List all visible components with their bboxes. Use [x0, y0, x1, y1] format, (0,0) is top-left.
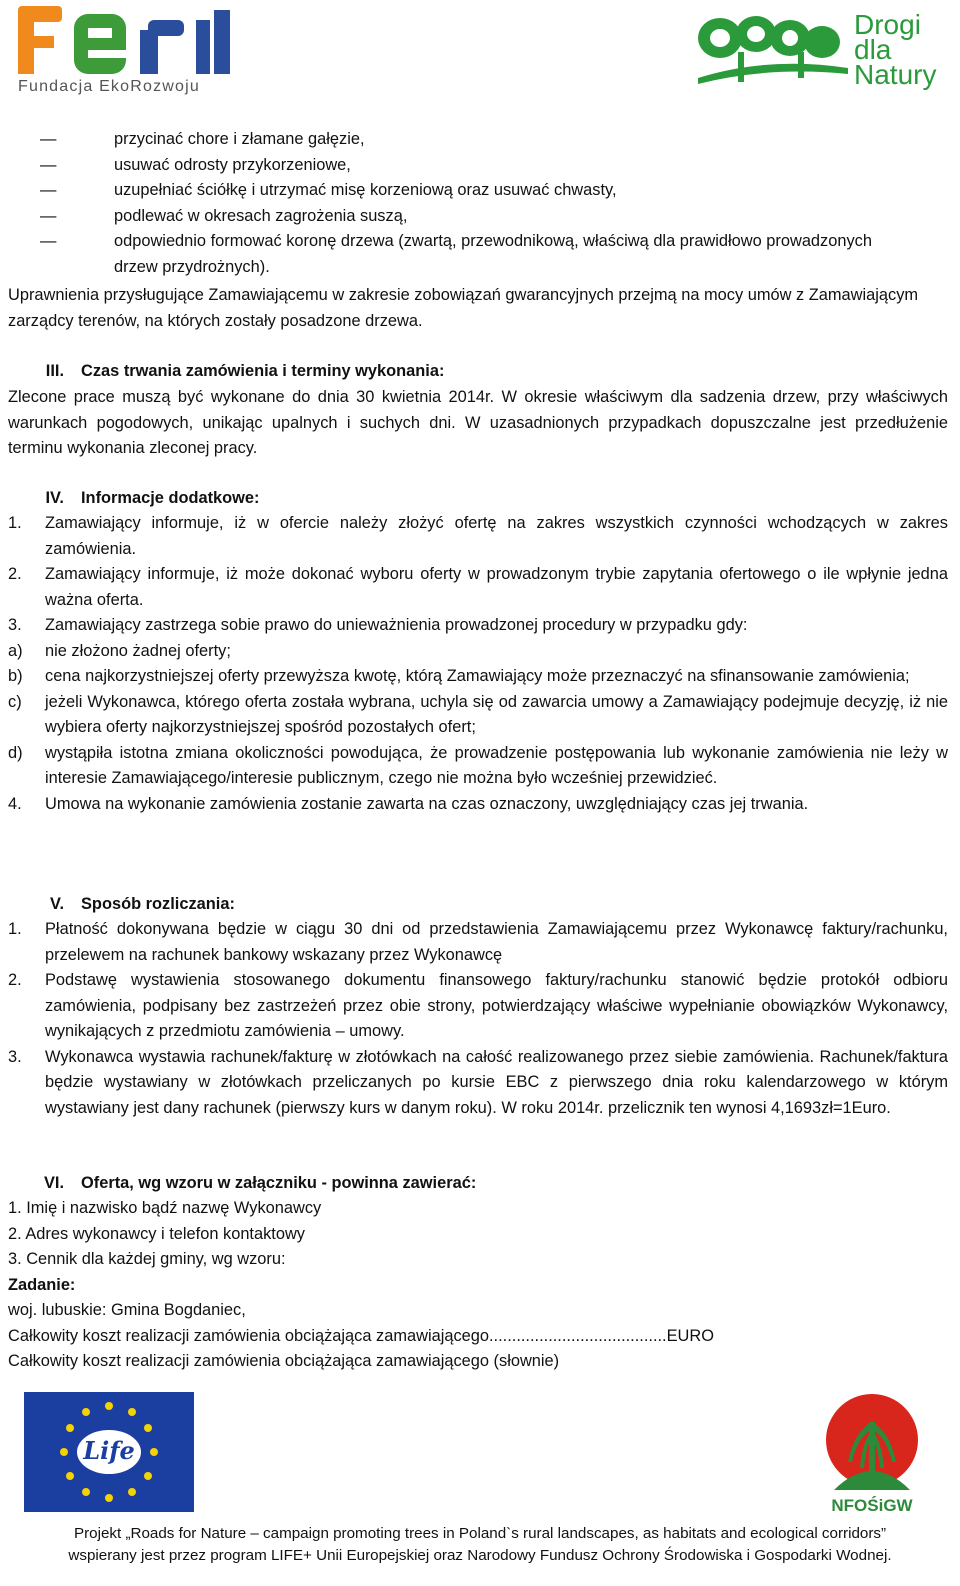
section-number: III. — [45, 362, 64, 380]
item-text: Umowa na wykonanie zamówienia zostanie zawarta na czas oznaczony, uwzględniający czas jej trwania. — [45, 794, 809, 813]
list-item — [8, 562, 948, 613]
billing-list — [8, 917, 948, 1121]
item-label: 1. — [8, 514, 22, 532]
info-list — [8, 511, 948, 817]
footer-project-line: Projekt „Roads for Nature – campaign promoting trees in Poland`s rural landscapes, as habitats and ecological corridors” — [73, 1525, 887, 1542]
fer-logo-subtitle: Fundacja EkoRozwoju — [18, 78, 200, 95]
list-item — [8, 613, 948, 639]
item-label: a) — [8, 641, 23, 660]
section-heading — [8, 1171, 476, 1197]
warranty-paragraph: Uprawnienia przysługujące Zamawiającemu w zakresie zobowiązań gwarancyjnych przejmą na mocy umów z Zamawiającym zarządcy terenów, na których zostały posadzone drzewa. — [8, 286, 919, 330]
item-label: 1. — [8, 920, 22, 938]
list-item — [8, 690, 948, 741]
item-text: Wykonawca wystawia rachunek/fakturę w złotówkach na całość realizowanego przez siebie zamówienia. Rachunek/faktura będzie wystawiany w złotówkach przeliczanych po kursie EBC z pierwszego dnia roku kalendarzowego w którym wystawiany jest dany rachunek (pierwszy kurs w danym roku). W roku 2014r. przelicznik ten wynosi 4,1693zł=1Euro. — [45, 1047, 948, 1117]
item-label: 3. — [8, 1047, 22, 1066]
section-number: IV. — [45, 489, 64, 507]
offer-line: 1. Imię i nazwisko bądź nazwę Wykonawcy — [8, 1199, 322, 1217]
item-text: Podstawę wystawienia stosowanego dokumentu finansowego faktury/rachunku stanowić będzie protokół odbioru zamówienia, podpisany bez zastrzeżeń przez obie strony, potwierdzający właściwe wypełnianie obowiązków Wykonawcy, wynikających z przedmiotu zamówienia – umowy. — [45, 971, 948, 1040]
trees-icon — [698, 12, 848, 92]
item-text: Płatność dokonywana będzie w ciągu 30 dni od przedstawienia Zamawiającemu przez Wykonawcę faktury/rachunku, przelewem na rachunek bankowy wskazany przez Wykonawcę — [45, 920, 948, 964]
list-item — [8, 968, 948, 1045]
item-text: wystąpiła istotna zmiana okoliczności powodująca, że prowadzenie postępowania lub wykonanie zamówienia nie leży w interesie Zamawiającego/interesie publicznym, czego nie można było wcześniej przewidzieć. — [45, 743, 948, 787]
item-text: jeżeli Wykonawca, którego oferta została wybrana, uchyla się od zawarcia umowy a Zamawiający podejmuje decyzję, iż nie wybiera oferty najkorzystniejszej spośród pozostałych ofert; — [45, 692, 948, 736]
task-line: woj. lubuskie: Gmina Bogdaniec, — [8, 1301, 246, 1319]
item-label: d) — [8, 743, 23, 762]
offer-list — [8, 1196, 948, 1375]
section-number: V. — [50, 895, 64, 913]
list-item — [8, 1045, 948, 1122]
list-item: — przycinać chore i złamane gałęzie, — [40, 127, 920, 153]
item-label: 3. — [8, 616, 22, 634]
section-heading — [8, 486, 260, 512]
task-line: Całkowity koszt realizacji zamówienia obciążająca zamawiającego (słownie) — [8, 1352, 560, 1370]
list-item: — odpowiednio formować koronę drzewa (zwartą, przewodnikową, właściwą dla prawidłowo prowadzonych drzew przydrożnych). — [40, 229, 884, 280]
item-text: cena najkorzystniejszej oferty przewyższa kwotę, którą Zamawiający może przeznaczyć na sfinansowanie zamówienia; — [45, 667, 910, 685]
section-title: Oferta, wg wzoru w załączniku - powinna zawierać: — [81, 1174, 477, 1192]
section-title: Sposób rozliczania: — [81, 895, 235, 913]
item-text: nie złożono żadnej oferty; — [45, 641, 231, 660]
section-heading — [8, 359, 444, 385]
section-text: Zlecone prace muszą być wykonane do dnia 30 kwietnia 2014r. W okresie właściwym dla sadzenia drzew, przy właściwych warunkach pogodowych, unikając upalnych i suchych dni. W uzasadnionych przypadkach dopuszczalne jest przedłużenie terminu wykonania zleconej pracy. — [8, 388, 948, 457]
list-item: — uzupełniać ściółkę i utrzymać misę korzeniową oraz usuwać chwasty, — [40, 178, 920, 204]
maintenance-dash-list — [40, 127, 920, 280]
list-item: — usuwać odrosty przykorzeniowe, — [40, 153, 920, 179]
drogi-logo-line3: Natury — [854, 59, 937, 90]
list-item: — podlewać w okresach zagrożenia suszą, — [40, 204, 920, 230]
section-title: Czas trwania zamówienia i terminy wykonania: — [81, 362, 445, 380]
list-item — [8, 639, 948, 665]
footer-support-line: wspierany jest przez program LIFE+ Unii Europejskiej oraz Narodowy Fundusz Ochrony Środowiska i Gospodarki Wodnej. — [68, 1547, 892, 1564]
nfos-logo-text: NFOŚiGW — [831, 1496, 913, 1515]
section-title: Informacje dodatkowe: — [81, 489, 260, 507]
fundacja-ekorozwoju-logo — [18, 6, 234, 98]
item-text: Zamawiający zastrzega sobie prawo do unieważnienia prowadzonej procedury w przypadku gdy: — [45, 616, 748, 634]
eu-life-logo — [24, 1392, 194, 1512]
offer-line: 2. Adres wykonawcy i telefon kontaktowy — [8, 1224, 305, 1243]
list-item — [8, 664, 948, 690]
drogi-logo-line2: dla — [854, 34, 892, 65]
offer-line: 3. Cennik dla każdej gminy, wg wzoru: — [8, 1250, 286, 1268]
item-label: 2. — [8, 971, 22, 989]
section-number: VI. — [43, 1174, 64, 1192]
item-label: 4. — [8, 794, 22, 813]
item-label: c) — [8, 692, 22, 711]
list-item — [8, 792, 948, 818]
drogi-logo-line1: Drogi — [854, 9, 921, 40]
item-label: b) — [8, 667, 23, 685]
list-item — [8, 741, 948, 792]
task-label: Zadanie: — [8, 1275, 76, 1294]
item-label: 2. — [8, 565, 22, 583]
task-line: Całkowity koszt realizacji zamówienia obciążająca zamawiającego.......................................EURO — [8, 1326, 714, 1345]
list-item — [8, 917, 948, 968]
drogi-dla-natury-logo — [698, 9, 948, 96]
life-logo-text: Life — [83, 1436, 135, 1465]
section-heading — [8, 892, 235, 918]
list-item — [8, 511, 948, 562]
nfosigw-logo — [824, 1392, 920, 1520]
item-text: Zamawiający informuje, iż może dokonać wyboru oferty w prowadzonym trybie zapytania ofertowego o ile wpłynie jedna ważna oferta. — [45, 565, 948, 609]
item-text: Zamawiający informuje, iż w ofercie należy złożyć ofertę na zakres wszystkich czynności wchodzących w zakres zamówienia. — [45, 514, 948, 558]
